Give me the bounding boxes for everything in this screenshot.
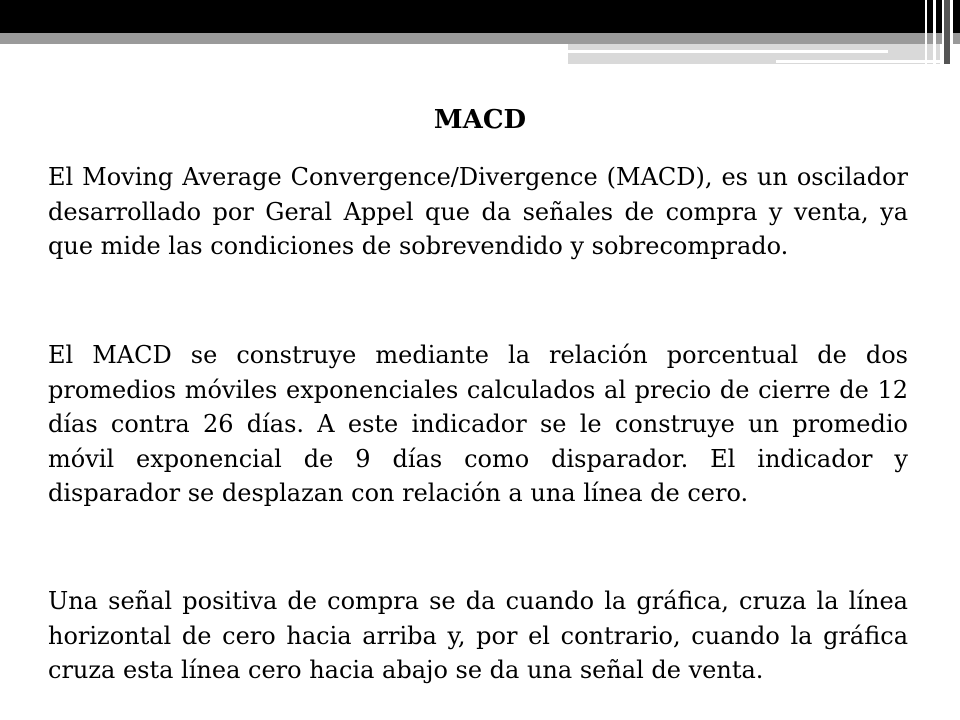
slide-title: MACD [433, 105, 527, 135]
paragraph-construction: El MACD se construye mediante la relación porcentual de dos promedios móviles exponenciales calculados al precio de cierre de 12 días contra 26 días. A este indicador se le construye un promedio móvil exponencial de 9 días como disparador. El indicador y disparador se desplazan con relación a una línea de cero. [48, 341, 908, 507]
paragraph-intro: El Moving Average Convergence/Divergence (MACD), es un oscilador desarrollado por Geral Appel que da señales de compra y venta, ya que mide las condiciones de sobrevendido y sobrecomprado. [48, 163, 908, 260]
header-vertical-stripe [950, 0, 953, 64]
header-vertical-stripe [942, 0, 944, 64]
paragraph-signal: Una señal positiva de compra se da cuando la gráfica, cruza la línea horizontal de cero hacia arriba y, por el contrario, cuando la gráfica cruza esta línea cero hacia abajo se da una señal de venta. [48, 587, 908, 684]
header-gray-band [0, 33, 960, 44]
header-white-line [568, 50, 888, 53]
header-vertical-stripe [925, 0, 927, 64]
header-vertical-stripe [933, 0, 936, 64]
header-black-band [0, 0, 960, 33]
header-white-line [776, 60, 940, 63]
